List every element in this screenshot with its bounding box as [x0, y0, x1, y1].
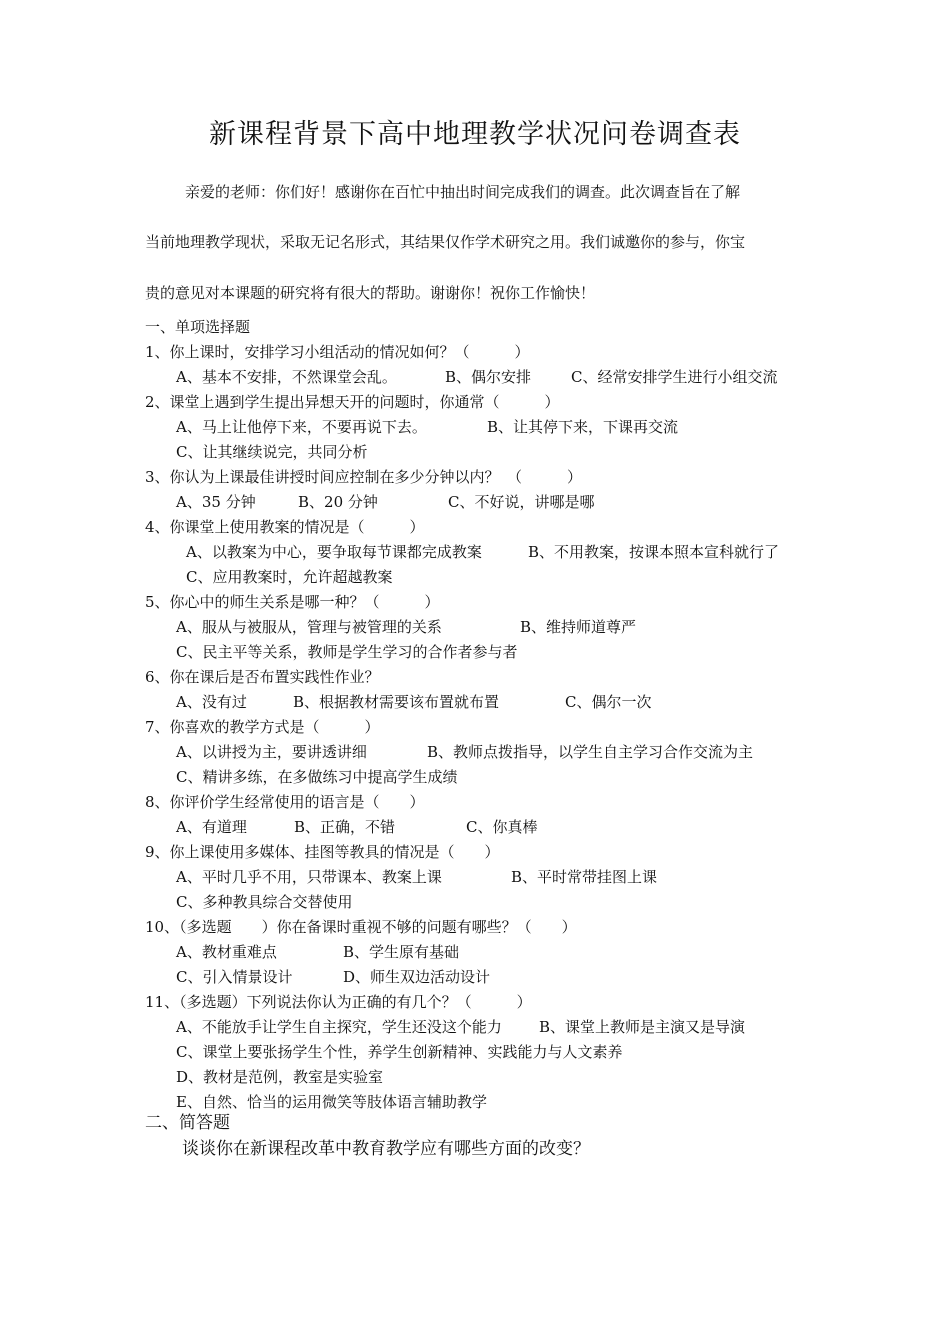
q8-option-b: B、正确，不错 [294, 818, 396, 836]
question-8: 8、你评价学生经常使用的语言是（ ） [145, 793, 425, 811]
q2-option-a: A、马上让他停下来，不要再说下去。 [176, 418, 427, 436]
q6-option-a: A、没有过 [176, 693, 247, 711]
question-3: 3、你认为上课最佳讲授时间应控制在多少分钟以内？ （ ） [145, 468, 583, 486]
q4-option-c: C、应用教案时，允许超越教案 [186, 568, 393, 586]
question-6: 6、你在课后是否布置实践性作业？ [145, 668, 380, 686]
q9-option-a: A、平时几乎不用，只带课本、教案上课 [176, 868, 442, 886]
question-5: 5、你心中的师生关系是哪一种？（ ） [145, 593, 440, 611]
q10-option-a: A、教材重难点 [176, 943, 277, 961]
q6-option-b: B、根据教材需要该布置就布置 [293, 693, 500, 711]
question-11: 11、（多选题）下列说法你认为正确的有几个？（ ） [145, 993, 532, 1011]
question-10: 10、（多选题 ）你在备课时重视不够的问题有哪些？（ ） [145, 918, 577, 936]
q7-option-a: A、以讲授为主，要讲透讲细 [176, 743, 367, 761]
q11-option-d: D、教材是范例，教室是实验室 [176, 1068, 384, 1086]
q9-option-b: B、平时常带挂图上课 [511, 868, 658, 886]
q4-option-a: A、以教案为中心，要争取每节课都完成教案 [186, 543, 482, 561]
q2-option-c: C、让其继续说完，共同分析 [176, 443, 368, 461]
q1-option-a: A、基本不安排，不然课堂会乱。 [176, 368, 397, 386]
intro-line-3: 贵的意见对本课题的研究将有很大的帮助。谢谢你！祝你工作愉快！ [145, 284, 596, 302]
question-4: 4、你课堂上使用教案的情况是（ ） [145, 518, 425, 536]
intro-line-2: 当前地理教学现状，采取无记名形式，其结果仅作学术研究之用。我们诚邀你的参与，你宝 [145, 233, 746, 251]
question-7: 7、你喜欢的教学方式是（ ） [145, 718, 380, 736]
section-1-heading: 一、单项选择题 [145, 318, 251, 336]
q3-option-a: A、35 分钟 [176, 493, 256, 511]
q10-option-b: B、学生原有基础 [343, 943, 460, 961]
q7-option-b: B、教师点拨指导，以学生自主学习合作交流为主 [427, 743, 754, 761]
q11-option-e: E、自然、恰当的运用微笑等肢体语言辅助教学 [176, 1093, 487, 1111]
q5-option-b: B、维持师道尊严 [520, 618, 637, 636]
q8-option-a: A、有道理 [176, 818, 247, 836]
q11-option-b: B、课堂上教师是主演又是导演 [539, 1018, 746, 1036]
q4-option-b: B、不用教案，按课本照本宣科就行了 [528, 543, 780, 561]
intro-line-1: 亲爱的老师：你们好！感谢你在百忙中抽出时间完成我们的调查。此次调查旨在了解 [185, 183, 741, 201]
q3-option-b: B、20 分钟 [298, 493, 378, 511]
question-1: 1、你上课时，安排学习小组活动的情况如何？（ ） [145, 343, 530, 361]
section-2-heading: 二、简答题 [145, 1113, 230, 1133]
q10-option-d: D、师生双边活动设计 [343, 968, 491, 986]
q5-option-c: C、民主平等关系，教师是学生学习的合作者参与者 [176, 643, 518, 661]
short-answer-prompt: 谈谈你在新课程改革中教育教学应有哪些方面的改变？ [182, 1139, 590, 1159]
q11-option-a: A、不能放手让学生自主探究，学生还没这个能力 [176, 1018, 502, 1036]
q5-option-a: A、服从与被服从，管理与被管理的关系 [176, 618, 442, 636]
q3-option-c: C、不好说，讲哪是哪 [448, 493, 595, 511]
q10-option-c: C、引入情景设计 [176, 968, 293, 986]
q6-option-c: C、偶尔一次 [565, 693, 652, 711]
q7-option-c: C、精讲多练，在多做练习中提高学生成绩 [176, 768, 458, 786]
q11-option-c: C、课堂上要张扬学生个性，养学生创新精神、实践能力与人文素养 [176, 1043, 623, 1061]
q8-option-c: C、你真棒 [466, 818, 538, 836]
question-2: 2、课堂上遇到学生提出异想天开的问题时，你通常（ ） [145, 393, 560, 411]
question-9: 9、你上课使用多媒体、挂图等教具的情况是（ ） [145, 843, 500, 861]
q2-option-b: B、让其停下来，下课再交流 [487, 418, 679, 436]
page-title: 新课程背景下高中地理教学状况问卷调查表 [209, 119, 741, 150]
q9-option-c: C、多种教具综合交替使用 [176, 893, 353, 911]
q1-option-c: C、经常安排学生进行小组交流 [571, 368, 778, 386]
q1-option-b: B、偶尔安排 [445, 368, 532, 386]
